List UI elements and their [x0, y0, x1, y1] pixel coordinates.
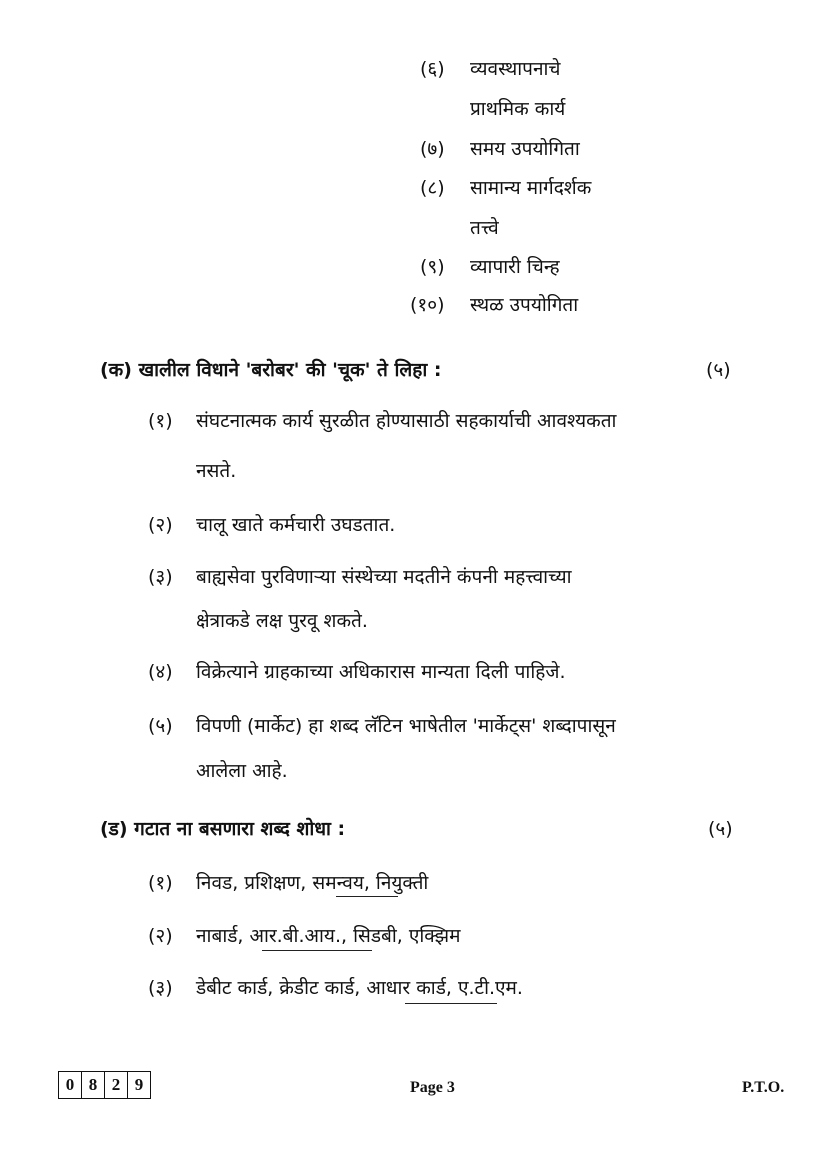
- item-number: (५): [148, 715, 173, 737]
- odd-one-1: [148, 869, 428, 895]
- handwritten-underline: [262, 950, 372, 951]
- item-number: (३): [148, 566, 173, 588]
- item-text: निवड, प्रशिक्षण, समन्वय, नियुक्ती: [196, 872, 429, 894]
- section-heading: खालील विधाने 'बरोबर' की 'चूक' ते लिहा :: [138, 359, 442, 381]
- item-text: डेबीट कार्ड, क्रेडीट कार्ड, आधार कार्ड, ए.टी.एम.: [196, 977, 523, 999]
- match-item-6-cont: प्राथमिक कार्य: [470, 98, 566, 120]
- handwritten-underline: [405, 1003, 497, 1004]
- item-number: (१): [148, 410, 173, 432]
- section-d-heading-row: [100, 815, 345, 841]
- question-3-cont: क्षेत्राकडे लक्ष पुरवू शकते.: [196, 610, 368, 632]
- marks-badge: (५): [708, 818, 733, 840]
- question-4: [148, 658, 565, 684]
- code-digit: 0: [59, 1072, 82, 1098]
- section-label: (ड): [100, 818, 128, 840]
- paper-code-box: [58, 1071, 151, 1099]
- code-digit: 2: [105, 1072, 128, 1098]
- item-number: (१): [148, 872, 173, 894]
- section-k-heading-row: [100, 356, 442, 382]
- item-number: (२): [148, 514, 173, 536]
- item-text: संघटनात्मक कार्य सुरळीत होण्यासाठी सहकार्याची आवश्यकता: [196, 410, 617, 432]
- match-item-8: [420, 174, 591, 200]
- item-text: स्थळ उपयोगिता: [470, 294, 579, 316]
- match-item-10: [410, 291, 578, 317]
- item-text: नाबार्ड, आर.बी.आय., सिडबी, एक्झिम: [196, 925, 461, 947]
- match-item-7: [420, 135, 580, 161]
- item-text: समय उपयोगिता: [470, 138, 580, 160]
- item-number: (७): [420, 138, 445, 160]
- match-item-6: [420, 55, 560, 81]
- item-number: (२): [148, 925, 173, 947]
- section-label: (क): [100, 359, 132, 381]
- pto-label: P.T.O.: [742, 1079, 785, 1096]
- item-text: विक्रेत्याने ग्राहकाच्या अधिकारास मान्यता दिली पाहिजे.: [196, 661, 566, 683]
- item-number: (१०): [410, 294, 445, 316]
- handwritten-underline: [336, 896, 398, 897]
- question-2: [148, 511, 395, 537]
- section-heading: गटात ना बसणारा शब्द शोधा :: [134, 818, 346, 840]
- odd-one-2: [148, 922, 460, 948]
- item-text: चालू खाते कर्मचारी उघडतात.: [196, 514, 396, 536]
- item-number: (८): [420, 177, 445, 199]
- code-digit: 9: [134, 1075, 144, 1094]
- match-item-8-cont: तत्त्वे: [470, 217, 499, 239]
- question-3: [148, 563, 572, 589]
- item-text: बाह्यसेवा पुरविणाऱ्या संस्थेच्या मदतीने कंपनी महत्त्वाच्या: [196, 566, 572, 588]
- item-text: विपणी (मार्केट) हा शब्द लॅटिन भाषेतील 'मार्केट्स' शब्दापासून: [196, 715, 616, 737]
- question-5: [148, 712, 616, 738]
- item-text: व्यापारी चिन्ह: [470, 256, 560, 278]
- page-number: Page 3: [410, 1079, 455, 1096]
- item-number: (४): [148, 661, 173, 683]
- code-digit: 8: [82, 1072, 105, 1098]
- match-item-9: [420, 253, 560, 279]
- item-number: (९): [420, 256, 445, 278]
- item-text: व्यवस्थापनाचे: [470, 58, 561, 80]
- question-1: [148, 407, 616, 433]
- question-5-cont: आलेला आहे.: [196, 760, 288, 782]
- marks-badge: (५): [706, 359, 731, 381]
- item-text: सामान्य मार्गदर्शक: [470, 177, 592, 199]
- question-1-cont: नसते.: [196, 460, 237, 482]
- item-number: (३): [148, 977, 173, 999]
- odd-one-3: [148, 974, 523, 1000]
- item-number: (६): [420, 58, 445, 80]
